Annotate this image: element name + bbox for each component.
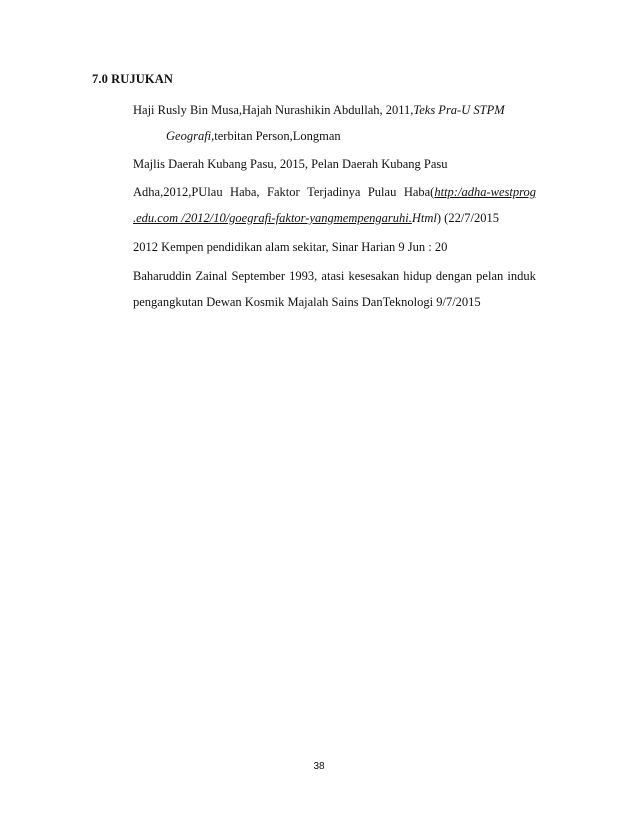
reference-5-word: 1993,: [289, 269, 318, 283]
reference-3-line-1: [133, 185, 536, 199]
reference-1-authors: Haji Rusly Bin Musa,Hajah Nurashikin Abdullah, 2011,: [133, 103, 414, 117]
reference-3-word: Terjadinya: [307, 185, 361, 199]
reference-3-word: Haba(: [403, 185, 435, 199]
reference-5-word: hidup: [403, 269, 432, 283]
reference-5-word: induk: [507, 269, 536, 283]
reference-1-title-cont: Geografi,: [166, 129, 215, 143]
reference-5-word: Baharuddin: [133, 269, 192, 283]
reference-5-word: kesesakan: [348, 269, 400, 283]
reference-3-word: Faktor: [267, 185, 300, 199]
reference-3-link-part-2[interactable]: .edu.com /2012/10/goegrafi-faktor-yangmempengaruhi.: [133, 211, 412, 225]
reference-3-line-2: [133, 211, 499, 225]
reference-1-line-2: [166, 129, 341, 143]
reference-5-word: atasi: [321, 269, 345, 283]
page-number: 38: [313, 761, 325, 772]
reference-1-title: Teks Pra-U STPM: [413, 103, 505, 117]
reference-3-word: Adha,2012,PUlau: [133, 185, 223, 199]
reference-3-date: ) (22/7/2015: [436, 211, 500, 225]
reference-3-link-ext: Html: [411, 211, 437, 225]
reference-3-word: Haba,: [230, 185, 260, 199]
reference-5-word: Zainal: [195, 269, 228, 283]
reference-2: Majlis Daerah Kubang Pasu, 2015, Pelan Daerah Kubang Pasu: [133, 157, 448, 171]
reference-3-word-with-link: [404, 185, 536, 199]
reference-5-line-1: [133, 269, 536, 283]
reference-5-word: September: [231, 269, 286, 283]
reference-5-word: dengan: [435, 269, 473, 283]
section-heading: 7.0 RUJUKAN: [92, 72, 173, 86]
reference-4: 2012 Kempen pendidikan alam sekitar, Sinar Harian 9 Jun : 20: [133, 240, 448, 254]
reference-1-line-1: [133, 103, 505, 117]
reference-5-word: pelan: [476, 269, 504, 283]
reference-5-line-2: pengangkutan Dewan Kosmik Majalah Sains DanTeknologi 9/7/2015: [133, 295, 481, 309]
reference-1-publisher: terbitan Person,Longman: [214, 129, 341, 143]
reference-3-link-part-1[interactable]: http:/adha-westprog: [434, 185, 536, 199]
reference-3-word: Pulau: [367, 185, 397, 199]
